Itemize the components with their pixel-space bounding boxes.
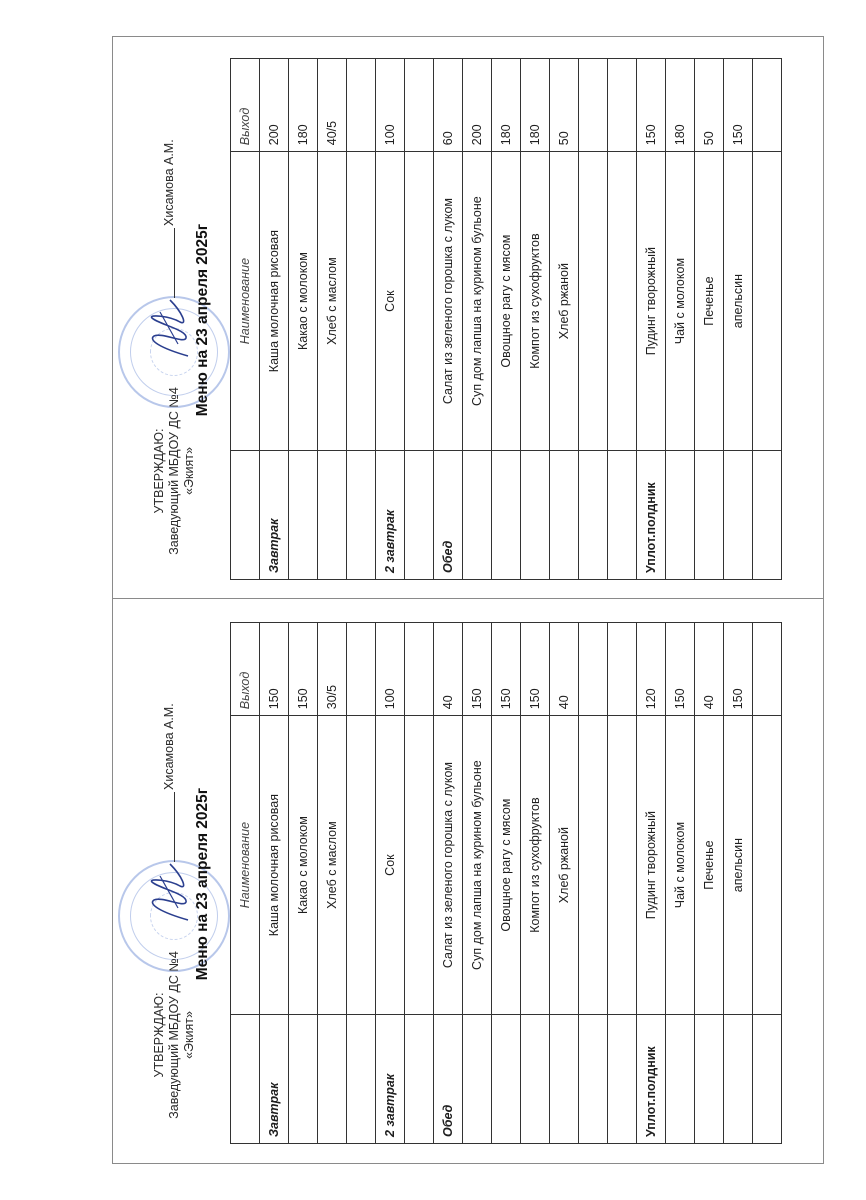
- table-row: [376, 59, 405, 580]
- menu-table: [230, 58, 782, 580]
- dish-cell: Печенье: [695, 716, 724, 1015]
- dish-cell: Хлеб с маслом: [318, 152, 347, 451]
- dish-cell: Компот из сухофруктов: [521, 152, 550, 451]
- output-cell: [608, 59, 637, 152]
- output-cell: 150: [666, 623, 695, 716]
- meal-cell: [666, 1014, 695, 1143]
- dish-cell: Овощное рагу с мясом: [492, 716, 521, 1015]
- meal-cell: Уплот.полдник: [637, 450, 666, 579]
- dish-cell: [405, 152, 434, 451]
- table-row: [579, 623, 608, 1144]
- table-row: [695, 59, 724, 580]
- approval-block: [152, 366, 197, 576]
- table-row: [434, 623, 463, 1144]
- meal-cell: Обед: [434, 1014, 463, 1143]
- meal-cell: Уплот.полдник: [637, 1014, 666, 1143]
- dish-cell: Суп дом лапша на курином бульоне: [463, 716, 492, 1015]
- table-row: [550, 623, 579, 1144]
- meal-cell: [753, 450, 782, 579]
- table-row: [347, 623, 376, 1144]
- dish-cell: [347, 152, 376, 451]
- table-row: [260, 623, 289, 1144]
- column-header-meal: [231, 450, 260, 579]
- meal-cell: [492, 1014, 521, 1143]
- output-cell: 150: [492, 623, 521, 716]
- table-row: [521, 59, 550, 580]
- meal-cell: Обед: [434, 450, 463, 579]
- dish-cell: [579, 716, 608, 1015]
- output-cell: [405, 623, 434, 716]
- meal-cell: [318, 1014, 347, 1143]
- dish-cell: [753, 152, 782, 451]
- menu-table: [230, 622, 782, 1144]
- meal-cell: [289, 1014, 318, 1143]
- approval-line-2: Заведующий МБДОУ ДС №4: [167, 387, 181, 555]
- dish-cell: Пудинг творожный: [637, 716, 666, 1015]
- table-header-row: [231, 59, 260, 580]
- output-cell: 100: [376, 59, 405, 152]
- dish-cell: Сок: [376, 152, 405, 451]
- column-header-name: Наименование: [231, 152, 260, 451]
- meal-cell: [405, 450, 434, 579]
- dish-cell: апельсин: [724, 152, 753, 451]
- signature-underline: [174, 228, 175, 298]
- column-header-meal: [231, 1014, 260, 1143]
- dish-cell: Хлеб ржаной: [550, 152, 579, 451]
- dish-cell: Чай с молоком: [666, 716, 695, 1015]
- table-row: [724, 59, 753, 580]
- output-cell: 180: [666, 59, 695, 152]
- dish-cell: Овощное рагу с мясом: [492, 152, 521, 451]
- table-row: [695, 623, 724, 1144]
- table-row: [492, 623, 521, 1144]
- table-row: [405, 59, 434, 580]
- signature-line: [162, 139, 176, 298]
- table-row: [608, 59, 637, 580]
- dish-cell: Печенье: [695, 152, 724, 451]
- dish-cell: Салат из зеленого горошка с луком: [434, 152, 463, 451]
- table-row: [637, 59, 666, 580]
- dish-cell: Сок: [376, 716, 405, 1015]
- table-row: [289, 623, 318, 1144]
- meal-cell: [521, 450, 550, 579]
- table-row: [608, 623, 637, 1144]
- meal-cell: [608, 1014, 637, 1143]
- table-row: [666, 623, 695, 1144]
- meal-cell: [550, 1014, 579, 1143]
- table-row: [724, 623, 753, 1144]
- output-cell: 150: [521, 623, 550, 716]
- meal-cell: [347, 1014, 376, 1143]
- output-cell: 120: [637, 623, 666, 716]
- table-row: [318, 59, 347, 580]
- table-row: [434, 59, 463, 580]
- dish-cell: [405, 716, 434, 1015]
- output-cell: 50: [695, 59, 724, 152]
- menu-header: [112, 606, 228, 1162]
- approval-line-2: Заведующий МБДОУ ДС №4: [167, 951, 181, 1119]
- dish-cell: [608, 716, 637, 1015]
- column-header-output: Выход: [231, 59, 260, 152]
- table-row: [637, 623, 666, 1144]
- dish-cell: [347, 716, 376, 1015]
- output-cell: 150: [724, 623, 753, 716]
- signature-icon: [140, 856, 200, 926]
- output-cell: 150: [724, 59, 753, 152]
- output-cell: 50: [550, 59, 579, 152]
- table-row: [289, 59, 318, 580]
- dish-cell: [608, 152, 637, 451]
- output-cell: 150: [637, 59, 666, 152]
- output-cell: 40: [695, 623, 724, 716]
- signature-icon: [140, 292, 200, 362]
- meal-cell: [753, 1014, 782, 1143]
- output-cell: [347, 59, 376, 152]
- menu-header: [112, 42, 228, 598]
- dish-cell: Компот из сухофруктов: [521, 716, 550, 1015]
- signature-line: [162, 703, 176, 862]
- meal-cell: [608, 450, 637, 579]
- meal-cell: [347, 450, 376, 579]
- output-cell: [579, 59, 608, 152]
- table-header-row: [231, 623, 260, 1144]
- menu-title: Меню на 23 апреля 2025г: [194, 223, 211, 417]
- table-row: [463, 623, 492, 1144]
- table-row: [550, 59, 579, 580]
- table-row: [521, 623, 550, 1144]
- dish-cell: апельсин: [724, 716, 753, 1015]
- output-cell: 40: [550, 623, 579, 716]
- table-row: [463, 59, 492, 580]
- meal-cell: [463, 1014, 492, 1143]
- meal-cell: [579, 450, 608, 579]
- meal-cell: [695, 450, 724, 579]
- approval-line-3: «Экият»: [182, 1011, 196, 1059]
- dish-cell: Чай с молоком: [666, 152, 695, 451]
- meal-cell: [318, 450, 347, 579]
- meal-cell: 2 завтрак: [376, 1014, 405, 1143]
- meal-cell: [405, 1014, 434, 1143]
- dish-cell: Каша молочная рисовая: [260, 152, 289, 451]
- signatory-name: Хисамова А.М.: [162, 139, 176, 226]
- meal-cell: [724, 450, 753, 579]
- output-cell: 200: [260, 59, 289, 152]
- approval-block: [152, 930, 197, 1140]
- output-cell: 180: [492, 59, 521, 152]
- menu-title: Меню на 23 апреля 2025г: [194, 787, 211, 981]
- meal-cell: Завтрак: [260, 450, 289, 579]
- dish-cell: Суп дом лапша на курином бульоне: [463, 152, 492, 451]
- output-cell: [405, 59, 434, 152]
- table-row: [492, 59, 521, 580]
- output-cell: 30/5: [318, 623, 347, 716]
- dish-cell: Хлеб с маслом: [318, 716, 347, 1015]
- dish-cell: Хлеб ржаной: [550, 716, 579, 1015]
- output-cell: 150: [463, 623, 492, 716]
- output-cell: [753, 59, 782, 152]
- meal-cell: [724, 1014, 753, 1143]
- output-cell: 180: [289, 59, 318, 152]
- meal-cell: [289, 450, 318, 579]
- output-cell: [608, 623, 637, 716]
- output-cell: 180: [521, 59, 550, 152]
- column-header-output: Выход: [231, 623, 260, 716]
- approval-line-1: УТВЕРЖДАЮ:: [152, 992, 166, 1078]
- signature-underline: [174, 792, 175, 862]
- output-cell: 150: [289, 623, 318, 716]
- output-cell: 40/5: [318, 59, 347, 152]
- meal-cell: [521, 1014, 550, 1143]
- menu-sheet-right: [112, 42, 824, 598]
- meal-cell: [550, 450, 579, 579]
- meal-cell: [666, 450, 695, 579]
- output-cell: [579, 623, 608, 716]
- table-row: [318, 623, 347, 1144]
- meal-cell: [695, 1014, 724, 1143]
- output-cell: 100: [376, 623, 405, 716]
- table-row: [260, 59, 289, 580]
- table-row: [376, 623, 405, 1144]
- output-cell: [753, 623, 782, 716]
- dish-cell: Какао с молоком: [289, 152, 318, 451]
- table-row: [753, 623, 782, 1144]
- meal-cell: 2 завтрак: [376, 450, 405, 579]
- menu-sheet-left: [112, 606, 824, 1162]
- page-divider: [112, 598, 824, 599]
- signatory-name: Хисамова А.М.: [162, 703, 176, 790]
- table-row: [753, 59, 782, 580]
- approval-line-1: УТВЕРЖДАЮ:: [152, 428, 166, 514]
- dish-cell: Пудинг творожный: [637, 152, 666, 451]
- dish-cell: Какао с молоком: [289, 716, 318, 1015]
- table-row: [579, 59, 608, 580]
- dish-cell: Салат из зеленого горошка с луком: [434, 716, 463, 1015]
- table-row: [347, 59, 376, 580]
- output-cell: 60: [434, 59, 463, 152]
- dish-cell: [579, 152, 608, 451]
- output-cell: 40: [434, 623, 463, 716]
- dish-cell: Каша молочная рисовая: [260, 716, 289, 1015]
- approval-line-3: «Экият»: [182, 447, 196, 495]
- table-row: [666, 59, 695, 580]
- output-cell: [347, 623, 376, 716]
- meal-cell: [579, 1014, 608, 1143]
- column-header-name: Наименование: [231, 716, 260, 1015]
- output-cell: 200: [463, 59, 492, 152]
- meal-cell: Завтрак: [260, 1014, 289, 1143]
- meal-cell: [492, 450, 521, 579]
- dish-cell: [753, 716, 782, 1015]
- meal-cell: [463, 450, 492, 579]
- table-row: [405, 623, 434, 1144]
- output-cell: 150: [260, 623, 289, 716]
